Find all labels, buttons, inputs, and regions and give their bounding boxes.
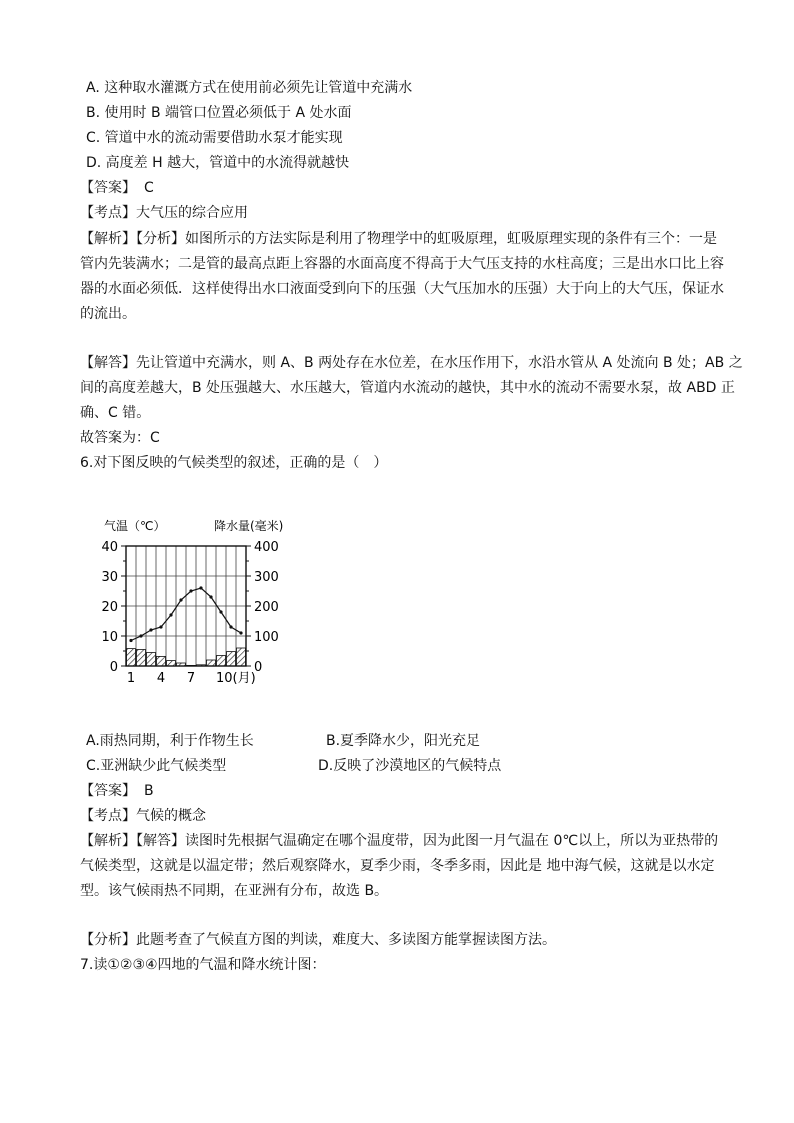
q5-kaodian xyxy=(80,203,248,223)
fenxi-label: 【分析】 xyxy=(80,932,136,948)
right-axis-label: 降水量(毫米) xyxy=(214,519,284,533)
precipitation-bar xyxy=(227,652,236,666)
q5-option-a: A. 这种取水灌溉方式在使用前必须先让管道中充满水 xyxy=(86,80,413,96)
precipitation-bar xyxy=(137,650,146,667)
kaodian-value: 气候的概念 xyxy=(136,808,206,824)
q6-option-b: B.夏季降水少，阳光充足 xyxy=(326,733,481,749)
precipitation-bar xyxy=(127,649,136,666)
q6-answer xyxy=(80,781,154,801)
left-tick-label: 20 xyxy=(101,600,118,615)
q5-jiexi-line-3: 器的水面必须低．这样使得出水口液面受到向下的压强（大气压加水的压强）大于向上的大气压，保证水 xyxy=(80,281,724,297)
q5-jiexi-line-4: 的流出。 xyxy=(80,306,136,322)
x-tick-label: 7 xyxy=(186,671,196,686)
q5-option-d: D. 高度差 H 越大，管道中的水流得就越快 xyxy=(86,155,350,171)
q5-answer xyxy=(80,178,154,198)
kaodian-value: 大气压的综合应用 xyxy=(136,205,248,221)
fenxi-text: 此题考查了气候直方图的判读，难度大、多读图方能掌握读图方法。 xyxy=(136,932,556,948)
kaodian-label: 【考点】 xyxy=(80,205,136,221)
q5-jieda-line-1 xyxy=(80,353,743,373)
right-tick-label: 0 xyxy=(254,660,263,675)
right-tick-label: 100 xyxy=(254,630,279,645)
kaodian-label: 【考点】 xyxy=(80,808,136,824)
precipitation-bar xyxy=(197,665,206,666)
left-tick-label: 40 xyxy=(101,540,118,555)
x-tick-label: 4 xyxy=(156,671,166,686)
right-tick-label: 300 xyxy=(254,570,279,585)
precipitation-bar xyxy=(207,660,216,666)
q6-jiexi-line-3: 型。该气候雨热不同期，在亚洲有分布，故选 B。 xyxy=(80,883,389,899)
plot-area xyxy=(121,546,251,666)
temperature-point xyxy=(229,625,232,628)
right-tick-label: 200 xyxy=(254,600,279,615)
jiexi-text: 读图时先根据气温确定在哪个温度带，因为此图一月气温在 0℃以上，所以为亚热带的 xyxy=(185,833,719,849)
temperature-point xyxy=(219,610,222,613)
jiexi-label: 【解析】【解答】 xyxy=(80,833,185,849)
q6-kaodian xyxy=(80,806,206,826)
q6-stem: 6.对下图反映的气候类型的叙述，正确的是（ ） xyxy=(80,455,388,471)
precipitation-bar xyxy=(157,656,166,666)
right-tick-label: 400 xyxy=(254,540,279,555)
temperature-point xyxy=(189,589,192,592)
temperature-point xyxy=(169,613,172,616)
q5-option-b: B. 使用时 B 端管口位置必须低于 A 处水面 xyxy=(86,105,352,121)
q6-option-d: D.反映了沙漠地区的气候特点 xyxy=(318,758,502,774)
q5-jiexi-line-1 xyxy=(80,229,717,249)
q5-jieda-line-2: 间的高度差越大，B 处压强越大、水压越大，管道内水流动的越快，其中水的流动不需要水泵，故 ABD 正 xyxy=(80,380,735,396)
precipitation-bar xyxy=(167,661,176,666)
answer-value: B xyxy=(144,783,154,799)
temperature-point xyxy=(179,598,182,601)
jieda-label: 【解答】 xyxy=(80,355,136,371)
left-tick-label: 0 xyxy=(109,660,118,675)
climate-chart xyxy=(96,516,286,686)
left-axis-label: 气温（℃） xyxy=(104,519,166,533)
q6-option-a: A.雨热同期，利于作物生长 xyxy=(86,733,254,749)
q5-jiexi-line-2: 管内先装满水；二是管的最高点距上容器的水面高度不得高于大气压支持的水柱高度；三是出水口比上容 xyxy=(80,256,724,272)
x-tick-label: 10(月) xyxy=(216,671,256,686)
left-tick-label: 30 xyxy=(101,570,118,585)
precipitation-bar xyxy=(187,665,196,666)
left-tick-label: 10 xyxy=(101,630,118,645)
q6-jiexi-line-1 xyxy=(80,831,718,851)
answer-label: 【答案】 xyxy=(80,180,136,196)
temperature-point xyxy=(129,639,132,642)
precipitation-bar xyxy=(177,663,186,666)
temperature-point xyxy=(209,595,212,598)
q5-jieda-line-3: 确、C 错。 xyxy=(80,405,151,421)
temperature-point xyxy=(159,625,162,628)
jiexi-text: 如图所示的方法实际是利用了物理学中的虹吸原理，虹吸原理实现的条件有三个：一是 xyxy=(185,231,717,247)
temperature-point xyxy=(139,634,142,637)
q5-option-c: C. 管道中水的流动需要借助水泵才能实现 xyxy=(86,130,343,146)
q6-fenxi xyxy=(80,930,556,950)
precipitation-bar xyxy=(237,648,246,666)
jiexi-label: 【解析】【分析】 xyxy=(80,231,185,247)
q5-final-answer: 故答案为：C xyxy=(80,430,160,446)
q6-option-c: C.亚洲缺少此气候类型 xyxy=(86,758,227,774)
answer-label: 【答案】 xyxy=(80,783,136,799)
answer-value: C xyxy=(144,180,154,196)
precipitation-bar xyxy=(147,653,156,667)
q6-jiexi-line-2: 气候类型，这就是以温定带；然后观察降水，夏季少雨，冬季多雨，因此是 地中海气候，这就是以水定 xyxy=(80,858,715,874)
precipitation-bar xyxy=(217,656,226,667)
temperature-point xyxy=(199,586,202,589)
q7-stem: 7.读①②③④四地的气温和降水统计图： xyxy=(80,957,326,973)
x-tick-label: 1 xyxy=(126,671,136,686)
temperature-point xyxy=(239,631,242,634)
jieda-text: 先让管道中充满水，则 A、B 两处存在水位差，在水压作用下，水沿水管从 A 处流向 B 处；AB 之 xyxy=(136,355,743,371)
temperature-point xyxy=(149,628,152,631)
